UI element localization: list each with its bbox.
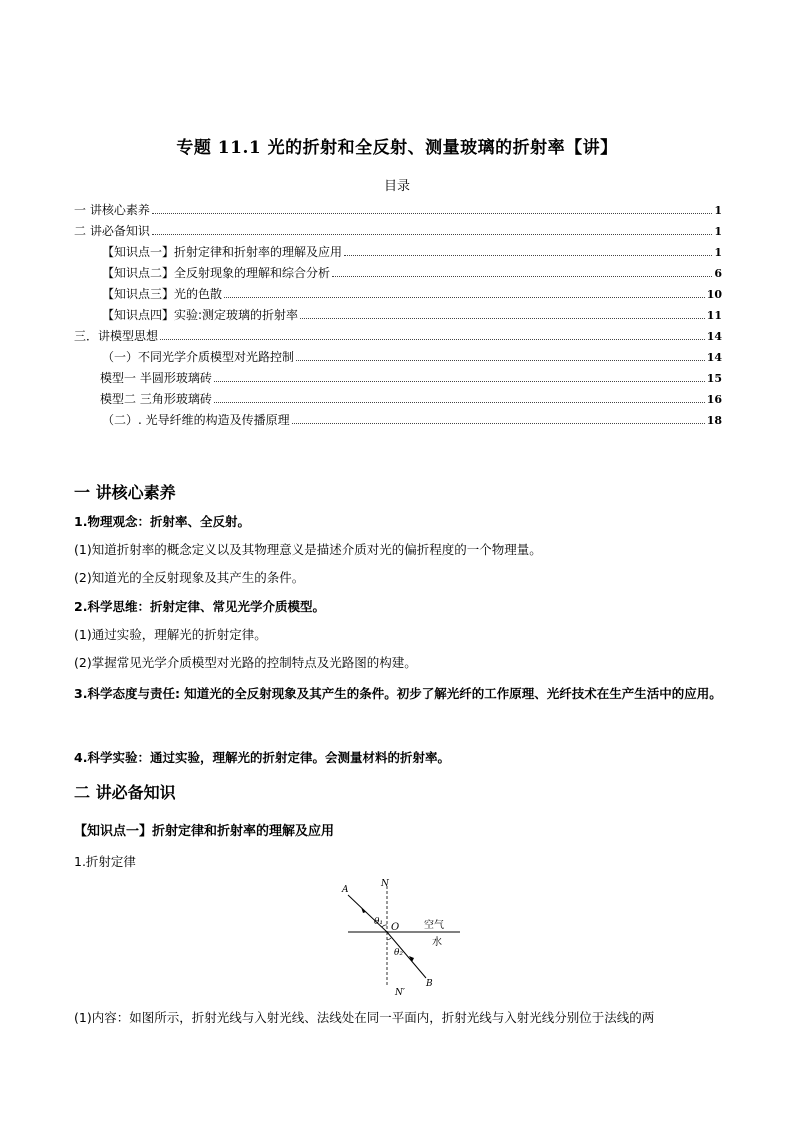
toc-entry-text: 模型一 半圆形玻璃砖 bbox=[100, 371, 212, 385]
body-line: (2)掌握常见光学介质模型对光路的控制特点及光路图的构建。 bbox=[74, 655, 417, 670]
body-line: (1)内容：如图所示，折射光线与入射光线、法线处在同一平面内，折射光线与入射光线分别位于法线的两 bbox=[74, 1010, 655, 1025]
toc-entry-page: 6 bbox=[714, 267, 722, 280]
toc-entry[interactable] bbox=[100, 390, 722, 408]
label-n-prime: N′ bbox=[395, 988, 405, 998]
toc-entry-text: 一 讲核心素养 bbox=[74, 203, 150, 217]
section-heading: 二 讲必备知识 bbox=[74, 783, 176, 802]
refraction-diagram bbox=[330, 878, 470, 998]
toc-leader-dots bbox=[152, 225, 713, 235]
toc-entry-page: 11 bbox=[706, 309, 722, 322]
toc-leader-dots bbox=[152, 204, 713, 214]
label-a: A bbox=[342, 885, 349, 895]
toc-entry-page: 1 bbox=[714, 225, 722, 238]
document-title: 专题 11.1 光的折射和全反射、测量玻璃的折射率【讲】 bbox=[176, 138, 618, 158]
body-line: (1)通过实验，理解光的折射定律。 bbox=[74, 627, 267, 642]
toc-entry-page: 1 bbox=[714, 204, 722, 217]
incident-arrow-icon bbox=[361, 907, 366, 913]
toc-entry-page: 16 bbox=[706, 393, 722, 406]
body-line: (2)知道光的全反射现象及其产生的条件。 bbox=[74, 570, 305, 585]
toc-entry[interactable] bbox=[102, 264, 722, 282]
toc-entry-page: 14 bbox=[706, 351, 722, 364]
toc-entry-page: 1 bbox=[714, 246, 722, 259]
toc-leader-dots bbox=[160, 330, 705, 340]
toc-entry-page: 15 bbox=[706, 372, 722, 385]
body-line: 4.科学实验：通过实验，理解光的折射定律。会测量材料的折射率。 bbox=[74, 750, 450, 765]
section-heading: 一 讲核心素养 bbox=[74, 483, 176, 502]
toc-heading: 目录 bbox=[383, 179, 410, 194]
body-line: (1)知道折射率的概念定义以及其物理意义是描述介质对光的偏折程度的一个物理量。 bbox=[74, 542, 542, 557]
toc-entry[interactable] bbox=[102, 411, 722, 429]
toc-leader-dots bbox=[214, 372, 705, 382]
label-water: 水 bbox=[432, 937, 442, 948]
toc-entry-text: （一）不同光学介质模型对光路控制 bbox=[102, 350, 295, 364]
label-air: 空气 bbox=[424, 920, 444, 931]
toc-entry-page: 14 bbox=[706, 330, 722, 343]
toc-entry[interactable] bbox=[102, 306, 722, 324]
toc-leader-dots bbox=[224, 288, 705, 298]
toc-leader-dots bbox=[344, 246, 712, 256]
toc-entry-text: 【知识点二】全反射现象的理解和综合分析 bbox=[102, 266, 331, 280]
toc-entry-text: （二）. 光导纤维的构造及传播原理 bbox=[102, 413, 290, 427]
toc-entry-text: 【知识点四】实验:测定玻璃的折射率 bbox=[102, 308, 299, 322]
toc-leader-dots bbox=[332, 267, 712, 277]
toc-entry[interactable] bbox=[102, 285, 722, 303]
toc-entry-text: 三．讲模型思想 bbox=[74, 329, 159, 343]
angle-arc-2 bbox=[387, 938, 391, 940]
toc-leader-dots bbox=[292, 414, 705, 424]
toc-entry[interactable] bbox=[100, 369, 722, 387]
toc-entry-text: 【知识点三】光的色散 bbox=[102, 287, 223, 301]
toc-entry-text: 模型二 三角形玻璃砖 bbox=[100, 392, 212, 406]
toc-leader-dots bbox=[296, 351, 705, 361]
toc-leader-dots bbox=[214, 393, 705, 403]
body-paragraph: 3.科学态度与责任: 知道光的全反射现象及其产生的条件。初步了解光纤的工作原理、光纤技术在生产生活中的应用。 bbox=[74, 686, 722, 701]
toc-entry-page: 18 bbox=[706, 414, 722, 427]
label-theta2: θ₂ bbox=[394, 948, 404, 958]
toc-entry[interactable] bbox=[102, 243, 722, 261]
refracted-ray bbox=[387, 932, 426, 978]
toc-entry-text: 二 讲必备知识 bbox=[74, 224, 150, 238]
toc-entry-text: 【知识点一】折射定律和折射率的理解及应用 bbox=[102, 245, 343, 259]
toc-entry-page: 10 bbox=[706, 288, 722, 301]
body-line: 1.折射定律 bbox=[74, 854, 136, 869]
toc-entry[interactable] bbox=[74, 201, 722, 219]
toc-entry[interactable] bbox=[102, 348, 722, 366]
label-o: O bbox=[391, 922, 400, 933]
toc-entry[interactable] bbox=[74, 327, 722, 345]
body-line: 2.科学思维：折射定律、常见光学介质模型。 bbox=[74, 599, 325, 614]
subsection-heading: 【知识点一】折射定律和折射率的理解及应用 bbox=[74, 824, 335, 839]
label-b: B bbox=[426, 979, 433, 989]
label-theta1: θ₁ bbox=[374, 917, 384, 927]
label-n: N bbox=[381, 879, 389, 889]
body-line: 1.物理观念：折射率、全反射。 bbox=[74, 514, 250, 529]
toc-entry[interactable] bbox=[74, 222, 722, 240]
toc-leader-dots bbox=[300, 309, 705, 319]
